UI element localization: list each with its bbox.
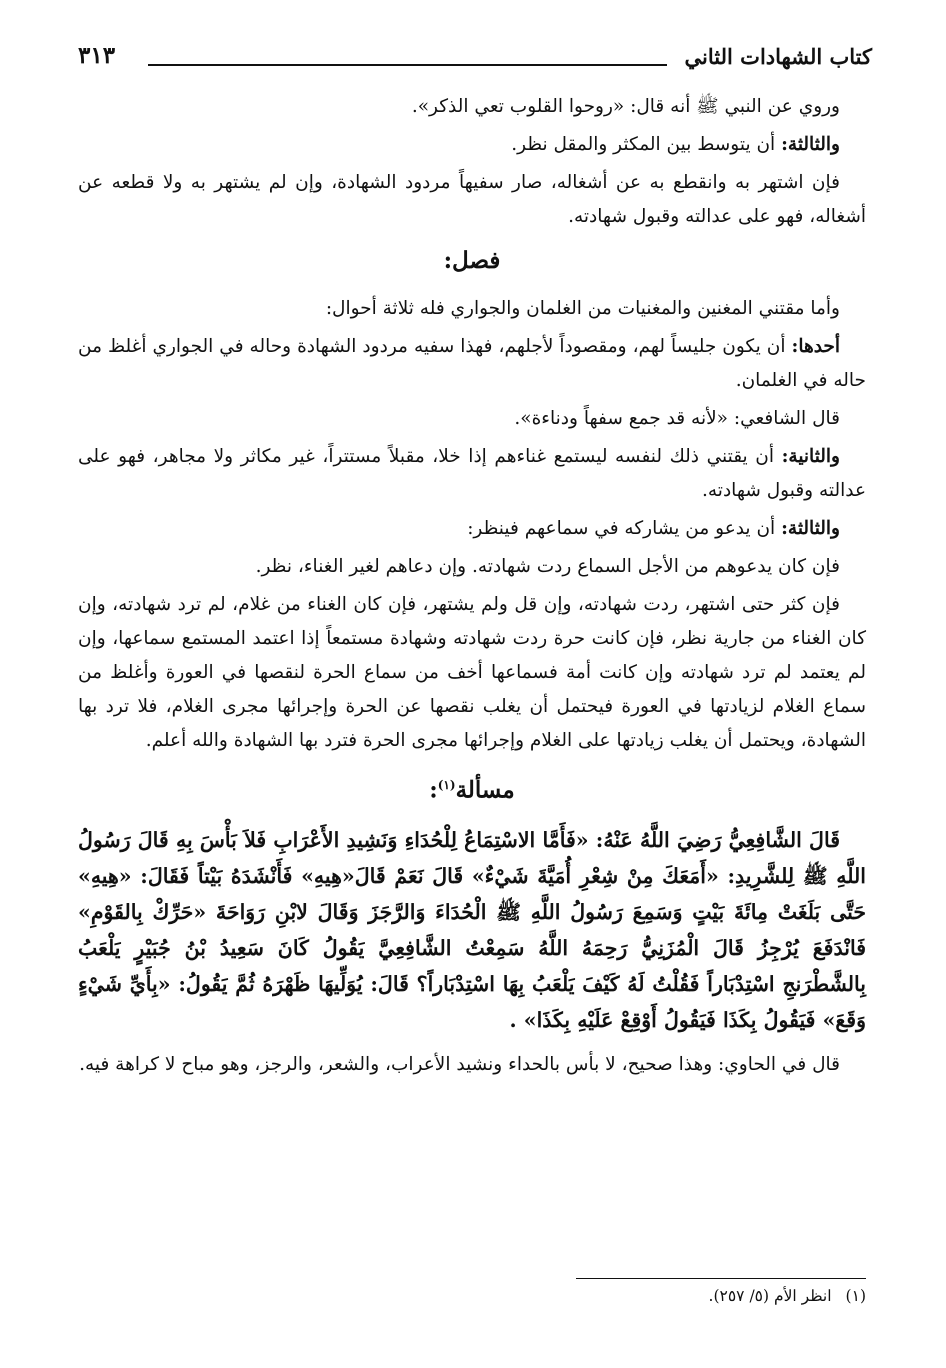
running-header	[78, 38, 872, 78]
section-heading-masala	[78, 768, 866, 808]
paragraph-text: أن يتوسط بين المكثر والمقل نظر.	[511, 134, 776, 155]
header-rule	[148, 64, 667, 66]
footnote-number: (١)	[845, 1287, 866, 1305]
paragraph-text: فإن كان يدعوهم من الأجل السماع ردت شهادته. وإن دعاهم لغير الغناء، نظر.	[255, 556, 840, 577]
paragraph	[78, 330, 866, 398]
section-heading-colon: :	[429, 776, 438, 804]
paragraph	[78, 128, 866, 162]
paragraph	[78, 166, 866, 234]
paragraph-text: فإن كثر حتى اشتهر، ردت شهادته، وإن قل ولم يشتهر، فإن كان الغناء من غلام، لم ترد شهادته، وإن كان الغناء من جارية نظر، فإن كانت حرة ردت شهادته وشهادة مستمعاً إذا اعتمد المستمع سماعها، وإن لم يعتمد لم ترد شهادته وإن كانت أمة فسماعها أخف من سماع الحرة لنقصها في العورة وأغلظ من سماع الغلام لزيادتها في العورة فيحتمل أن يغلب نقصها عن الحرة وإجرائها مجرى الغلام، فلا ترد بها الشهادة، ويحتمل أن يغلب زيادتها على الغلام وإجرائها مجرى الحرة فترد بها الشهادة والله أعلم.	[78, 594, 866, 751]
page-number: ٣١٣	[78, 42, 116, 69]
paragraph	[78, 440, 866, 508]
paragraph-text: قال في الحاوي: وهذا صحيح، لا بأس بالحداء ونشيد الأعراب، والشعر، والرجز، وهو مباح لا كراهة فيه.	[79, 1053, 840, 1075]
footnote-text: انظر الأم (٥/ ٢٥٧).	[708, 1287, 832, 1305]
paragraph	[78, 90, 866, 124]
main-text	[78, 90, 866, 1086]
paragraph	[78, 550, 866, 584]
section-heading-fasl	[78, 244, 866, 278]
paragraph-text: أن يقتني ذلك لنفسه ليستمع غناءهم إذا خلا، مقبلاً مستتراً، غير مكاثر ولا مجاهر، فهو على عدالته وقبول شهادته.	[78, 446, 866, 501]
footnote-marker[interactable]: (١)	[437, 778, 456, 792]
section-heading-text: مسألة	[455, 776, 515, 804]
paragraph-lead: والثالثة:	[781, 518, 840, 539]
section-heading-text: فصل:	[443, 247, 501, 274]
paragraph	[78, 292, 866, 326]
paragraph	[78, 1048, 866, 1082]
book-title: كتاب الشهادات الثاني	[684, 44, 872, 69]
quoted-text: قَالَ الشَّافِعِيُّ رَضِيَ اللَّهُ عَنْهُ: «فَأَمَّا الاسْتِمَاعُ لِلْحُدَاءِ وَنَشِيدِ الأَعْرَابِ فَلاَ بَأْسَ بِهِ قَالَ رَسُولُ اللَّهِ ﷺ لِلشَّرِيدِ: «أَمَعَكَ مِنْ شِعْرِ أُمَيَّةَ شَيْءٌ» قَالَ نَعَمْ قَالَ«هِيهِ» فَأَنْشَدَهُ بَيْتاً فَقَالَ: «هِيهِ» حَتَّى بَلَغَتْ مِائَةَ بَيْتٍ وَسَمِعَ رَسُولُ اللَّهِ ﷺ الْحُدَاءَ وَالرَّجَزَ وَقَالَ لابْنِ رَوَاحَةَ «حَرِّكْ بِالقَوْمِ» فَانْدَفَعَ يُرْجِزُ قَالَ الْمُزَنِيُّ رَحِمَهُ اللَّهُ سَمِعْتُ الشَّافِعِيَّ يَقُولُ كَانَ سَعِيدُ بْنُ جُبَيْرٍ يَلْعَبُ بِالشَّطْرَنجِ اسْتِدْبَاراً فَقُلْتُ لَهُ كَيْفَ يَلْعَبُ بِهَا اسْتِدْبَاراً؟ قَالَ: يُوَلِّيهَا ظَهْرَهُ ثُمَّ يَقُولُ: «بِأَيِّ شَيْءٍ وَقَعَ» فَيَقُولُ بِكَذَا فَيَقُولُ أَوْقِعْ عَلَيْهِ بِكَذَا» .	[78, 827, 866, 1032]
paragraph-text: وأما مقتني المغنين والمغنيات من الغلمان والجواري فله ثلاثة أحوال:	[325, 298, 840, 319]
footnotes	[78, 1278, 866, 1305]
paragraph-text: قال الشافعي: «لأنه قد جمع سفهاً ودناءة».	[514, 408, 840, 429]
paragraph-text: أن يكون جليساً لهم، ومقصوداً لأجلهم، فهذا سفيه مردود الشهادة وحاله في الجواري أغلظ من حاله في الغلمان.	[78, 336, 866, 391]
paragraph	[78, 588, 866, 758]
paragraph-lead: والثالثة:	[781, 134, 840, 155]
paragraph-lead: أحدها:	[791, 336, 841, 357]
footnote-rule	[576, 1278, 866, 1279]
paragraph-text: أن يدعو من يشاركه في سماعهم فينظر:	[467, 518, 776, 539]
paragraph	[78, 512, 866, 546]
paragraph	[78, 402, 866, 436]
paragraph-text: فإن اشتهر به وانقطع به عن أشغاله، صار سفيهاً مردود الشهادة، وإن لم يشتهر به ولا قطعه عن أشغاله، فهو على عدالته وقبول شهادته.	[78, 172, 866, 227]
footnote	[78, 1287, 866, 1305]
paragraph-lead: والثانية:	[781, 446, 840, 467]
paragraph-text: وروي عن النبي ﷺ أنه قال: «روحوا القلوب تعي الذكر».	[411, 96, 840, 117]
